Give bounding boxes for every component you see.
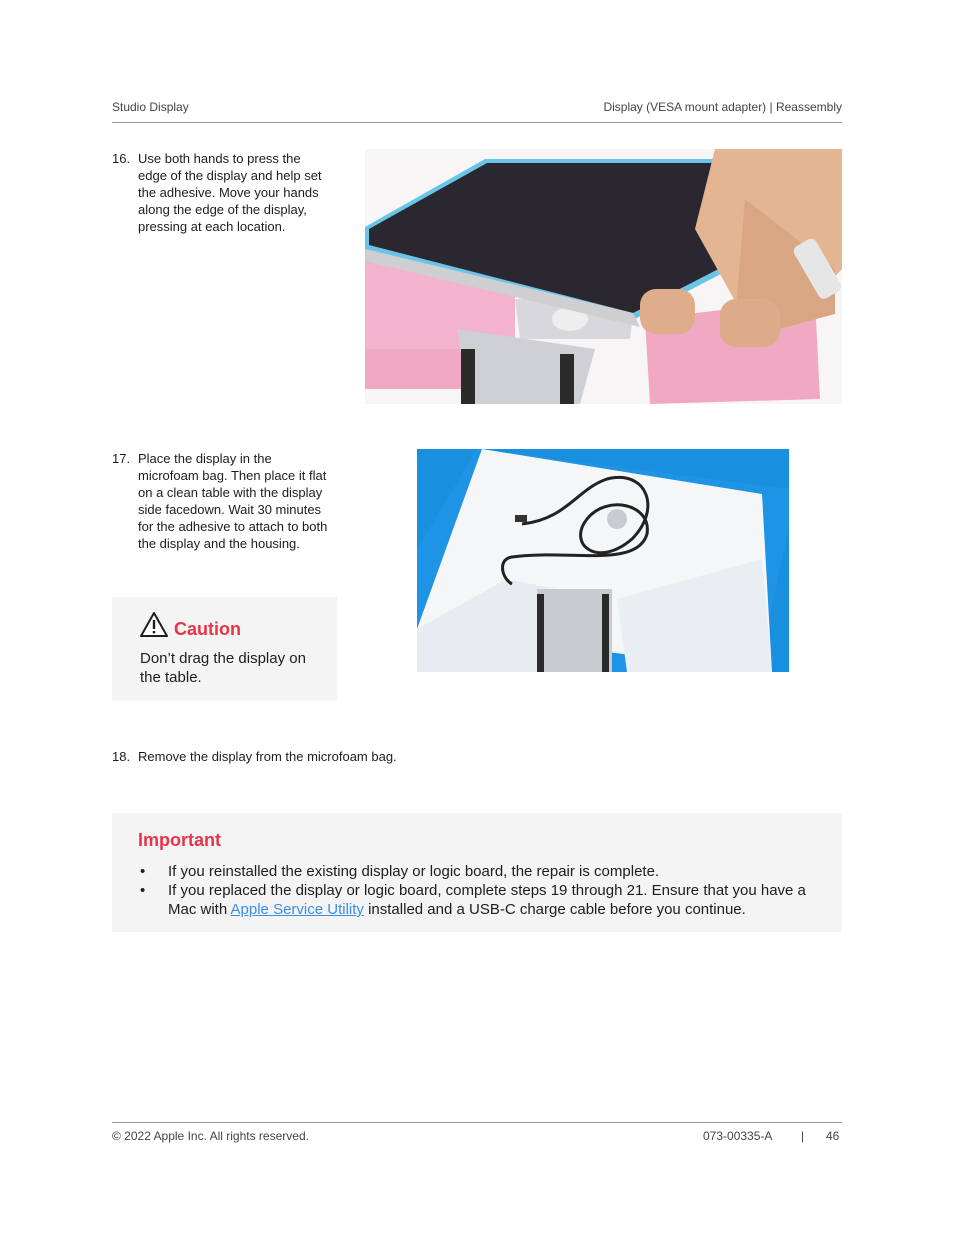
step-17 <box>112 450 337 570</box>
step-number: 18. <box>112 749 131 764</box>
bullet-text: If you replaced the display or logic board, complete steps 19 through 21. Ensure that you have a Mac with <box>168 882 806 918</box>
caution-box <box>112 597 337 701</box>
important-list <box>138 862 806 919</box>
pressing-display-illustration <box>365 149 842 404</box>
header-doc-title: Studio Display <box>112 100 189 114</box>
footer-copyright: © 2022 Apple Inc. All rights reserved. <box>112 1129 309 1143</box>
bullet-text: If you reinstalled the existing display or logic board, the repair is complete. <box>168 863 660 880</box>
footer-page-number: 46 <box>826 1129 840 1143</box>
apple-service-utility-link[interactable]: Apple Service Utility <box>230 901 364 918</box>
step-number: 16. <box>112 151 131 166</box>
step-text: Place the display in the microfoam bag. Then place it flat on a clean table with the display side facedown. Wait 30 minutes for the adhesive to attach to both the display and the housing. <box>138 451 328 551</box>
list-item <box>138 862 806 881</box>
step-number: 17. <box>112 451 131 466</box>
step-16 <box>112 150 327 260</box>
header-section-title: Display (VESA mount adapter) | Reassembly <box>603 100 842 114</box>
step-18 <box>112 748 612 768</box>
header-rule <box>112 122 842 123</box>
microfoam-bag-illustration <box>417 449 789 672</box>
footer-separator: | <box>801 1129 805 1143</box>
step-text: Use both hands to press the edge of the display and help set the adhesive. Move your hands along the edge of the display, pressing at each location. <box>138 151 322 234</box>
caution-title: Caution <box>174 619 241 639</box>
photo-display-in-microfoam-bag <box>417 449 789 672</box>
warning-triangle-icon <box>139 611 169 643</box>
bullet-text: installed and a USB-C charge cable before you continue. <box>363 901 746 918</box>
footer-doc-number: 073-00335-A <box>703 1129 773 1143</box>
important-title: Important <box>138 830 221 850</box>
caution-text: Don’t drag the display on the table. <box>140 650 306 686</box>
photo-pressing-display-edge <box>365 149 842 404</box>
step-text: Remove the display from the microfoam bag. <box>138 749 397 764</box>
list-item <box>138 881 806 919</box>
footer-rule <box>112 1122 842 1123</box>
important-box <box>112 813 842 932</box>
